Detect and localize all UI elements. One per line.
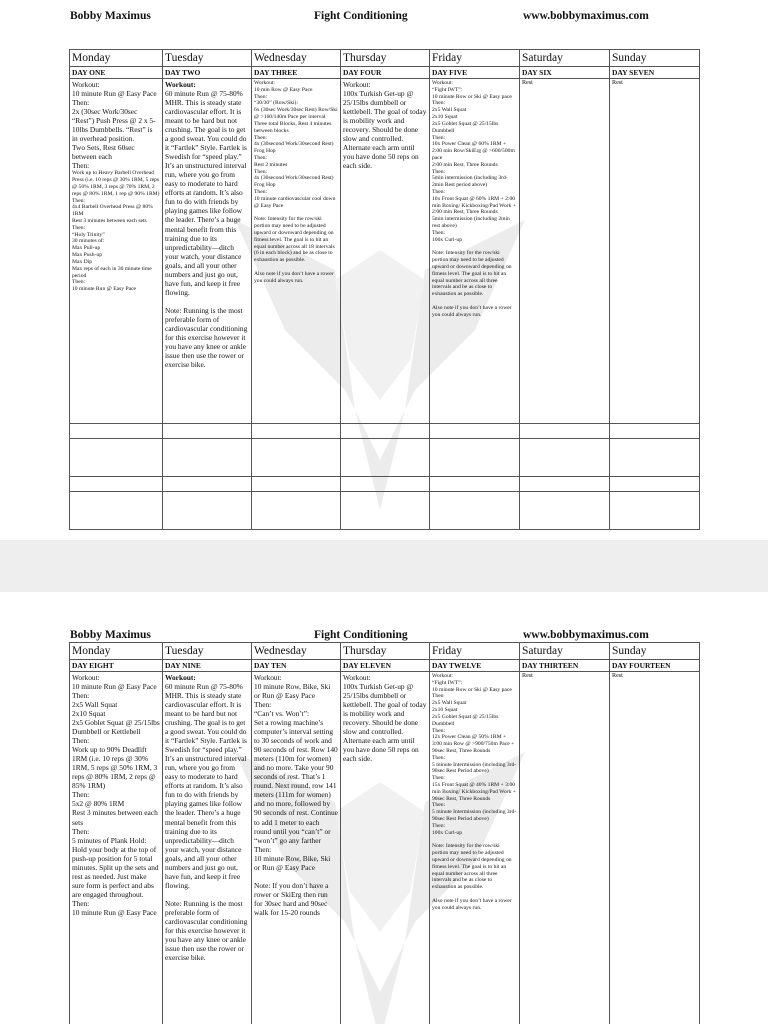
workout-cell-monday xyxy=(70,672,163,1024)
day-label: DAY SIX xyxy=(520,67,610,79)
workout-cell-sunday xyxy=(610,672,700,1024)
workout-cell-friday xyxy=(430,79,520,424)
empty-row xyxy=(70,439,700,477)
workout-cell-tuesday xyxy=(163,79,252,424)
day-label: DAY FIVE xyxy=(430,67,520,79)
workout-title: Workout: xyxy=(165,673,196,682)
day-label: DAY TWELVE xyxy=(430,660,520,672)
workout-row xyxy=(70,672,700,1024)
day-label: DAY SEVEN xyxy=(610,67,700,79)
workout-cell-wednesday xyxy=(252,672,341,1024)
week-one-table xyxy=(69,49,700,530)
workout-cell-thursday xyxy=(341,672,430,1024)
header-website: www.bobbymaximus.com xyxy=(523,10,649,22)
workout-cell-wednesday xyxy=(252,79,341,424)
weekday-sunday: Sunday xyxy=(610,643,700,660)
workout-text: Workout: 10 minute Run @ Easy Pace Then: 2x5 Wall Squat 2x10 Squat 2x5 Goblet Squat @ 25/15lbs Dumbbell or Kettlebell Then: Work up to 90% Deadlift 1RM (i.e. 10 reps @ 30% 1RM, 5 reps @ 50% 1RM, 3 reps @ 80% 1RM, 2 reps @ 85% 1RM) Then: 5x2 @ 80% 1RM Rest 3 minutes between each sets Then: 5 minutes of Plank Hold: Hold your body at the top of push-up position for 5 total minutes. Split up the sets and rest as needed. Just make sure form is perfect and abs are engaged throughout. Then: 10 minute Run @ Easy Pace xyxy=(72,673,160,917)
workout-cell-tuesday xyxy=(163,672,252,1024)
day-label-row xyxy=(70,67,700,79)
weekday-monday: Monday xyxy=(70,50,163,67)
workout-text: Rest xyxy=(522,80,533,86)
weekday-sunday: Sunday xyxy=(610,50,700,67)
weekday-row xyxy=(70,50,700,67)
document-page-2 xyxy=(0,592,768,1024)
weekday-wednesday: Wednesday xyxy=(252,643,341,660)
weekday-friday: Friday xyxy=(430,50,520,67)
weekday-saturday: Saturday xyxy=(520,643,610,660)
day-label: DAY TWO xyxy=(163,67,252,79)
day-label: DAY EIGHT xyxy=(70,660,163,672)
day-label: DAY THREE xyxy=(252,67,341,79)
workout-text: 60 minute Run @ 75-80% MHR. This is steady state cardiovascular effort. It is meant to be hard but not crushing. The goal is to get a good sweat. You could do it “Fartlek” Style. Fartlek is Swedish for “speed play.” It’s an unstructured interval run, where you go from easy to moderate to hard efforts at random. It’s also fun to do with friends by playing games like follow the leader. There’s a huge mental benefit from this training due to its unpredictability—ditch your watch, your distance goals, and all your other numbers and just go out, have fun, and keep it free flowing. Note: Running is the most preferable form of cardiovascular conditioning for this exercise however it you have any knee or ankle issue then use the rower or exercise bike. xyxy=(165,89,248,369)
weekday-tuesday: Tuesday xyxy=(163,50,252,67)
header-title: Fight Conditioning xyxy=(314,10,408,22)
empty-row xyxy=(70,492,700,530)
workout-cell-monday xyxy=(70,79,163,424)
workout-cell-saturday xyxy=(520,79,610,424)
weekday-monday: Monday xyxy=(70,643,163,660)
workout-text: Workout: “Fight IWT”: 10 minute Row or Ski @ Easy pace Then: 2x5 Wall Squat 2x10 Squat 2x5 Goblet Squat @ 25/15lbs Dumbbell Then: 10x Power Clean @ 60% 1RM + 2:00 min Row/SkiErg @ >600/500m pace 2:00 min Rest, Three Rounds Then: 5min intermission (including 3rd-2min Rest period above) Then: 10x Front Squat @ 60% 1RM + 2:00 min Boxing/ Kickboxing/Pad Work + 2:00 min Rest, Three Rounds 5min intermission (including 2min rest above) Then: 100x Curl-up Note: Intensity for the row/ski portion may need to be adjusted upward or downward depending on fitness level. The goal is to hit an equal number across all three intervals and be as close to exhaustion as possible. Also note if you don’t have a rower you could always run. xyxy=(432,80,517,318)
workout-text: Workout: 10 minute Run @ Easy Pace Then: 2x (30sec Work/30sec “Rest”) Push Press @ 2 x 5-10lbs Dumbbells. “Rest” is in overhead position. Two Sets, Rest 60sec between each Then: xyxy=(72,80,157,171)
day-label: DAY FOURTEEN xyxy=(610,660,700,672)
workout-text: Rest xyxy=(522,673,533,679)
page-header xyxy=(0,10,768,26)
workout-text: Workout: 100x Turkish Get-up @ 25/15lbs dumbbell or kettlebell. The goal of today is mobility work and recovery. Should be done slow and controlled. Alternate each arm until you have done 50 reps on each side. xyxy=(343,673,427,764)
weekday-tuesday: Tuesday xyxy=(163,643,252,660)
day-label: DAY TEN xyxy=(252,660,341,672)
day-label: DAY THIRTEEN xyxy=(520,660,610,672)
workout-text: Rest xyxy=(612,673,623,679)
weekday-thursday: Thursday xyxy=(341,643,430,660)
workout-text: Workout: 10 min Row @ Easy Pace Then: “30/30” (Row/Ski): 6x (30sec Work/30sec Rest) Row/Ski @ >160/140m Pace per interval Three total Blocks, Rest 4 minutes between blocks Then: 4x (30second Work/30second Rest) Frog Hop Then: Rest 2 minutes Then: 4x (30second Work/30second Rest) Frog Hop Then: 10 minute cardiovascular cool down @ Easy Pace Note: Intensity for the row/ski portion may need to be adjusted upward or downward depending on fitness level. The goal is to hit an equal number across all 18 intervals (6 in each block) and be as close to exhaustion as possible. Also note if you don’t have a rower you could always run. xyxy=(254,80,338,284)
header-author: Bobby Maximus xyxy=(70,629,151,641)
workout-cell-sunday xyxy=(610,79,700,424)
header-title: Fight Conditioning xyxy=(314,629,408,641)
empty-row xyxy=(70,477,700,492)
workout-title: Workout: xyxy=(165,80,196,89)
empty-row xyxy=(70,424,700,439)
workout-row xyxy=(70,79,700,424)
weekday-wednesday: Wednesday xyxy=(252,50,341,67)
workout-text: Work up to Heavy Barbell Overhead Press (i.e. 10 reps @ 30% 1RM, 5 reps @ 50% 1RM, 3 reps @ 70% 1RM, 2 reps @ 80% 1RM, 1 rep @ 90% 1RM) Then: 4x4 Barbell Overhead Press @ 80% 1RM Rest 3 minutes between each sets Then: “Holy Trinity” 30 minutes of: Max Pull-up Max Push-up Max Dip Max reps of each in 30 minute time period Then: 10 minute Run @ Easy Pace xyxy=(72,170,160,293)
weekday-saturday: Saturday xyxy=(520,50,610,67)
week-two-table xyxy=(69,642,700,1024)
day-label: DAY ONE xyxy=(70,67,163,79)
day-label: DAY FOUR xyxy=(341,67,430,79)
workout-cell-friday xyxy=(430,672,520,1024)
header-author: Bobby Maximus xyxy=(70,10,151,22)
workout-text: Workout: “Fight IWT”: 10 minute Row or Ski @ Easy pace Then 2x5 Wall Squat 2x10 Squat 2x5 Goblet Squat @ 25/15lbs Dumbbell Then: 12x Power Clean @ 50% 1RM + 3:00 min Row @ >900/750m Pace + 90sec Rest, Three Rounds Then: 5 minute Intermission (including 3rd-90sec Rest Period above) Then: 15x Front Squat @ 40% 1RM + 3:00 min Boxing/ Kickboxing/Pad Work + 90sec Rest, Three Rounds Then: 5 minute Intermission (including 3rd-90sec Rest Period above) Then: 100x Curl-up Note: Intensity for the row/ski portion may need to be adjusted upward or downward depending on fitness level. The goal is to hit an equal number across all three intervals and be as close to exhaustion as possible. Also note if you don’t have a rower you could always run. xyxy=(432,673,517,911)
workout-text: Rest xyxy=(612,80,623,86)
workout-cell-saturday xyxy=(520,672,610,1024)
weekday-friday: Friday xyxy=(430,643,520,660)
weekday-row xyxy=(70,643,700,660)
workout-text: Workout: 100x Turkish Get-up @ 25/15lbs dumbbell or kettlebell. The goal of today is mobility work and recovery. Should be done slow and controlled. Alternate each arm until you have done 50 reps on each side. xyxy=(343,80,427,171)
day-label: DAY NINE xyxy=(163,660,252,672)
workout-text: Workout: 10 minute Row, Bike, Ski or Run @ Easy Pace Then: “Can’t vs. Won’t”: Set a rowing machine’s computer’s interval setting to 30 seconds of work and 90 seconds of rest. Row 140 meters (110m for women) and no more. Take your 90 seconds of rest. That’s 1 round. Next round, row 141 meters (111m for women) and no more, followed by 90 seconds of rest. Continue to add 1 meter to each round until you “can’t” or “won’t” go any farther Then: 10 minute Row, Bike, Ski or Run @ Easy Pace Note: If you don’t have a rower or SkiErg then run for 30sec hard and 90sec walk for 15-20 rounds xyxy=(254,673,338,917)
weekday-thursday: Thursday xyxy=(341,50,430,67)
day-label-row xyxy=(70,660,700,672)
workout-text: 60 minute Run @ 75-80% MHR. This is steady state cardiovascular effort. It is meant to be hard but not crushing. The goal is to get a good sweat. You could do it “Fartlek” Style. Fartlek is Swedish for “speed play.” It’s an unstructured interval run, where you go from easy to moderate to hard efforts at random. It’s also fun to do with friends by playing games like follow the leader. There’s a huge mental benefit from this training due to its unpredictability—ditch your watch, your distance goals, and all your other numbers and just go out, have fun, and keep it free flowing. Note: Running is the most preferable form of cardiovascular conditioning for this exercise however it you have any knee or ankle issue then use the rower or exercise bike. xyxy=(165,682,248,962)
header-website: www.bobbymaximus.com xyxy=(523,629,649,641)
workout-cell-thursday xyxy=(341,79,430,424)
day-label: DAY ELEVEN xyxy=(341,660,430,672)
